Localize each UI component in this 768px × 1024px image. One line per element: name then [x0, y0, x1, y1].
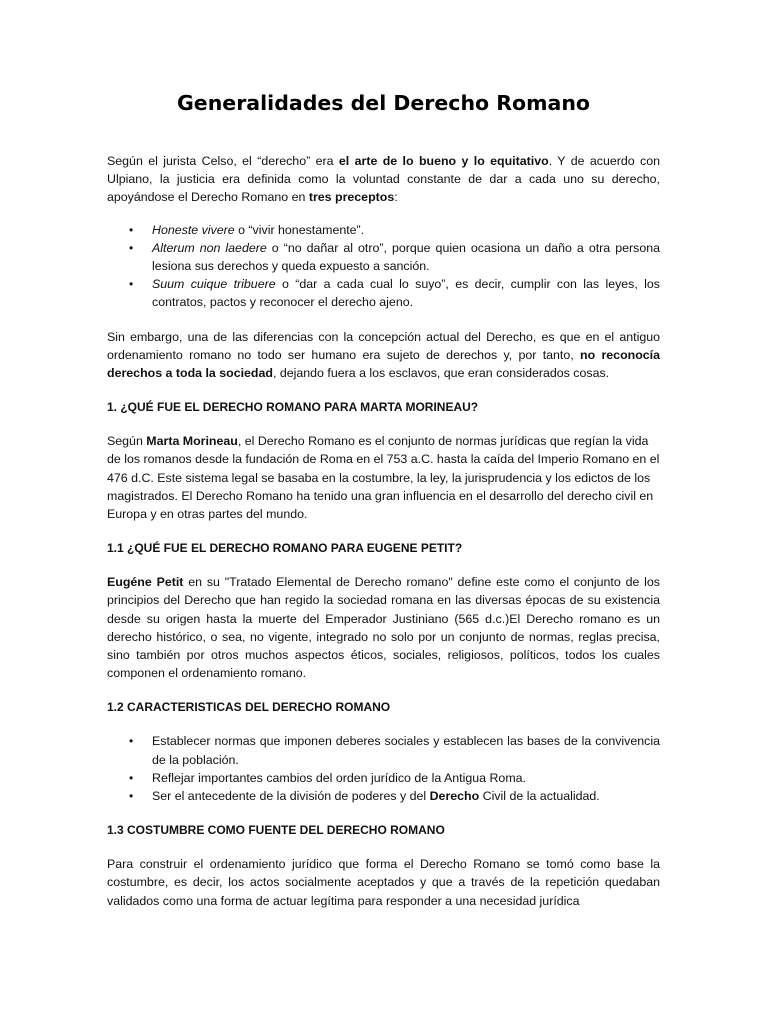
section-heading-1-1: 1.1 ¿QUÉ FUE EL DERECHO ROMANO PARA EUGENE PETIT?	[107, 541, 463, 556]
bullet-icon: •	[129, 222, 134, 237]
intro-paragraph: Según el jurista Celso, el “derecho” era el arte de lo bueno y lo equitativo. Y de acuerdo con Ulpiano, la justicia era definida como la voluntad constante de dar a cada uno su derecho, apoyándose el Derecho Romano en tres preceptos:	[107, 154, 660, 205]
list-item: • Ser el antecedente de la división de poderes y del Derecho Civil de la actualidad.	[107, 787, 660, 805]
document-title: Generalidades del Derecho Romano	[176, 91, 591, 115]
list-item: • Reflejar importantes cambios del orden jurídico de la Antigua Roma.	[107, 769, 660, 787]
section-heading-1-2: 1.2 CARACTERISTICAS DEL DERECHO ROMANO	[107, 700, 391, 715]
section-heading-1-3: 1.3 COSTUMBRE COMO FUENTE DEL DERECHO ROMANO	[107, 823, 445, 838]
celso-definition: el arte de lo bueno y lo equitativo	[338, 154, 549, 168]
list-item: • Alterum non laedere o “no dañar al otro”, porque quien ocasiona un daño a otra persona lesiona sus derechos y queda expuesto a sanción.	[129, 240, 660, 274]
bullet-icon: •	[129, 240, 134, 255]
bullet-icon: •	[129, 770, 134, 785]
list-item: • Honeste vivere o “vivir honestamente”.	[107, 221, 660, 239]
bullet-icon: •	[129, 789, 134, 804]
costumbre-paragraph: Para construir el ordenamiento jurídico que forma el Derecho Romano se tomó como base la costumbre, es decir, los actos socialmente aceptados y que a través de la repetición quedaban validados como una forma de actuar legítima para responder a una necesidad jurídica	[107, 857, 660, 908]
differences-paragraph: Sin embargo, una de las diferencias con la concepción actual del Derecho, es que en el antiguo ordenamiento romano no todo ser humano era sujeto de derechos y, por tanto, no reconocía derechos a toda la sociedad, dejando fuera a los esclavos, que eran considerados cosas.	[107, 329, 660, 381]
section-heading-1: 1. ¿QUÉ FUE EL DERECHO ROMANO PARA MARTA MORINEAU?	[107, 400, 479, 415]
morineau-paragraph: Según Marta Morineau, el Derecho Romano es el conjunto de normas jurídicas que regían la vida de los romanos desde la fundación de Roma en el 753 a.C. hasta la caída del Imperio Romano en el 476 d.C. Este sistema legal se basaba en la costumbre, la ley, la jurisprudencia y los edictos de los magistrados. El Derecho Romano ha tenido una gran influencia en el desarrollo del derecho civil en Europa y en otras partes del mundo.	[107, 434, 660, 522]
list-item: • Establecer normas que imponen deberes sociales y establecen las bases de la convivencia de la población.	[129, 734, 660, 767]
list-item: • Suum cuique tribuere o “dar a cada cual lo suyo”, es decir, cumplir con las leyes, los contratos, pactos y reconocer el derecho ajeno.	[129, 277, 661, 310]
tres-preceptos: tres preceptos	[308, 190, 395, 205]
characteristics-list	[107, 732, 660, 805]
bullet-icon: •	[129, 277, 134, 292]
bullet-icon: •	[129, 734, 134, 749]
precepts-list	[107, 221, 660, 312]
petit-paragraph: Eugéne Petit en su "Tratado Elemental de Derecho romano" define este como el conjunto de los principios del Derecho que han regido la sociedad romana en las diversas épocas de su existencia desde su origen hasta la muerte del Emperador Justiniano (565 d.c.)El Derecho romano es un derecho histórico, o sea, no vigente, integrado no solo por un conjunto de normas, reglas precisa, sino también por otros muchos aspectos éticos, sociales, religiosos, políticos, todos los cuales componen el ordenamiento romano.	[107, 575, 661, 681]
